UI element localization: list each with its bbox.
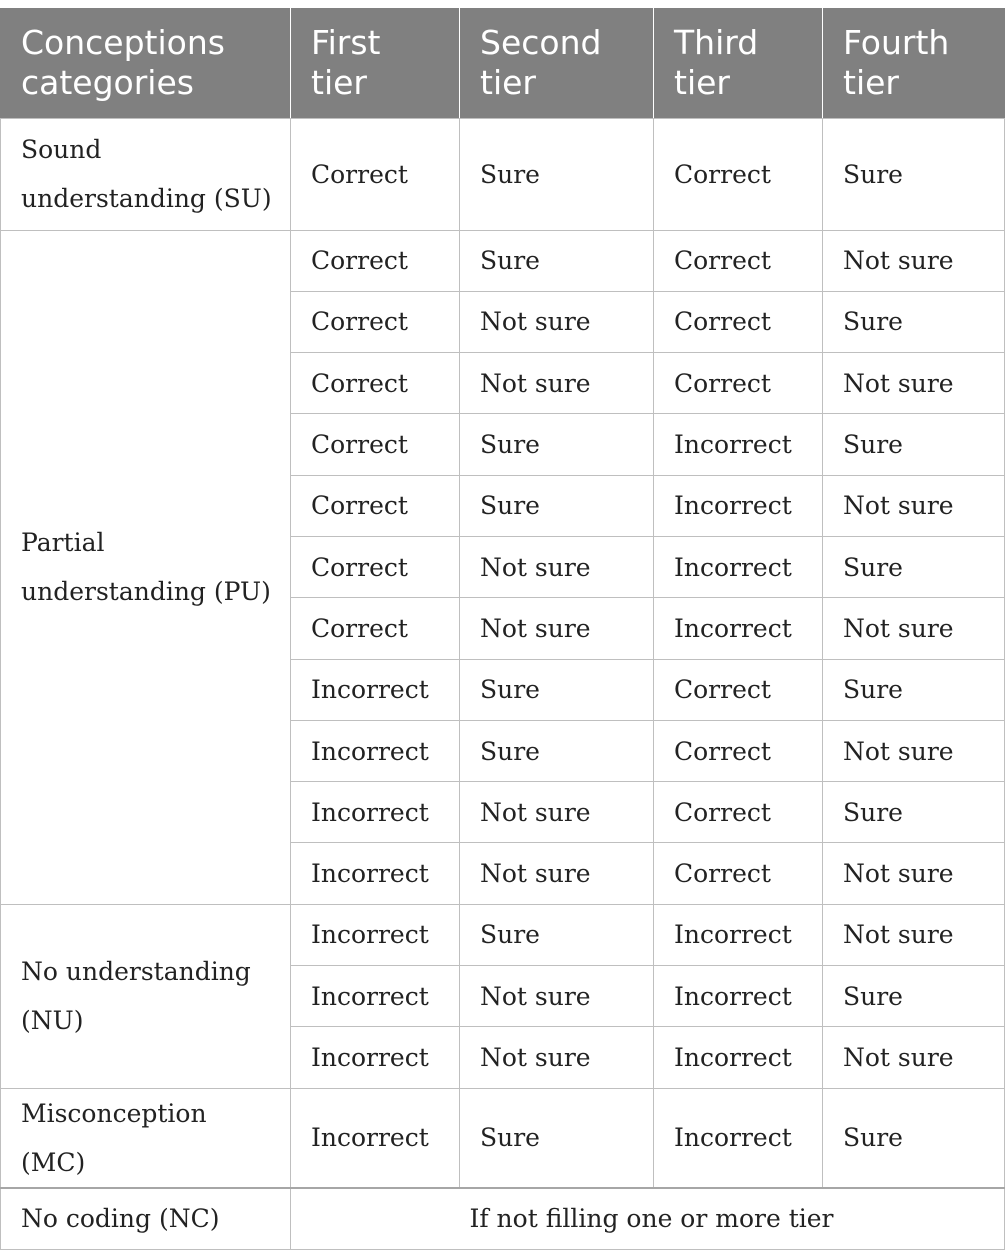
table-row: [1, 118, 1005, 230]
fourth-tier-cell: Sure: [823, 414, 1005, 475]
second-tier-cell: Not sure: [460, 843, 654, 904]
first-tier-cell: Incorrect: [291, 782, 460, 843]
second-tier-cell: Sure: [460, 659, 654, 720]
table-row: [1, 904, 1005, 965]
fourth-tier-cell: Sure: [823, 782, 1005, 843]
second-tier-cell: Not sure: [460, 291, 654, 352]
fourth-tier-cell: Not sure: [823, 1027, 1005, 1088]
table-row-no-coding: [1, 1188, 1005, 1250]
first-tier-cell: Incorrect: [291, 966, 460, 1027]
second-tier-cell: Sure: [460, 904, 654, 965]
second-tier-cell: Sure: [460, 720, 654, 781]
third-tier-cell: Incorrect: [654, 904, 823, 965]
category-cell: Partial understanding (PU): [1, 230, 291, 904]
third-tier-cell: Incorrect: [654, 966, 823, 1027]
first-tier-cell: Incorrect: [291, 720, 460, 781]
second-tier-cell: Sure: [460, 414, 654, 475]
category-cell: No understanding (NU): [1, 904, 291, 1088]
first-tier-cell: Incorrect: [291, 843, 460, 904]
first-tier-cell: Incorrect: [291, 659, 460, 720]
fourth-tier-cell: Sure: [823, 1088, 1005, 1188]
fourth-tier-cell: Sure: [823, 966, 1005, 1027]
third-tier-cell: Incorrect: [654, 1027, 823, 1088]
header-cell-categories: Conceptions categories: [1, 8, 291, 118]
third-tier-cell: Correct: [654, 659, 823, 720]
fourth-tier-cell: Sure: [823, 118, 1005, 230]
first-tier-cell: Correct: [291, 536, 460, 597]
third-tier-cell: Incorrect: [654, 414, 823, 475]
second-tier-cell: Sure: [460, 118, 654, 230]
category-cell: Misconception (MC): [1, 1088, 291, 1188]
fourth-tier-cell: Sure: [823, 536, 1005, 597]
table-body: [1, 118, 1005, 1250]
first-tier-cell: Correct: [291, 353, 460, 414]
first-tier-cell: Correct: [291, 598, 460, 659]
fourth-tier-cell: Sure: [823, 659, 1005, 720]
fourth-tier-cell: Not sure: [823, 720, 1005, 781]
third-tier-cell: Incorrect: [654, 598, 823, 659]
fourth-tier-cell: Not sure: [823, 353, 1005, 414]
category-cell: Sound understanding (SU): [1, 118, 291, 230]
first-tier-cell: Correct: [291, 475, 460, 536]
fourth-tier-cell: Not sure: [823, 598, 1005, 659]
second-tier-cell: Sure: [460, 230, 654, 291]
first-tier-cell: Incorrect: [291, 1088, 460, 1188]
second-tier-cell: Not sure: [460, 1027, 654, 1088]
header-cell-first-tier: First tier: [291, 8, 460, 118]
second-tier-cell: Not sure: [460, 536, 654, 597]
table-row: [1, 1088, 1005, 1188]
second-tier-cell: Not sure: [460, 782, 654, 843]
header-cell-second-tier: Second tier: [460, 8, 654, 118]
conceptions-table: [0, 8, 1005, 1250]
third-tier-cell: Incorrect: [654, 1088, 823, 1188]
fourth-tier-cell: Not sure: [823, 475, 1005, 536]
third-tier-cell: Correct: [654, 782, 823, 843]
second-tier-cell: Sure: [460, 1088, 654, 1188]
first-tier-cell: Correct: [291, 230, 460, 291]
third-tier-cell: Correct: [654, 291, 823, 352]
third-tier-cell: Incorrect: [654, 475, 823, 536]
header-row: [1, 8, 1005, 118]
category-cell: No coding (NC): [1, 1188, 291, 1250]
first-tier-cell: Incorrect: [291, 904, 460, 965]
first-tier-cell: Correct: [291, 118, 460, 230]
second-tier-cell: Sure: [460, 475, 654, 536]
second-tier-cell: Not sure: [460, 966, 654, 1027]
no-coding-description-cell: If not filling one or more tier: [291, 1188, 1005, 1250]
first-tier-cell: Correct: [291, 291, 460, 352]
fourth-tier-cell: Sure: [823, 291, 1005, 352]
header-cell-third-tier: Third tier: [654, 8, 823, 118]
fourth-tier-cell: Not sure: [823, 843, 1005, 904]
first-tier-cell: Incorrect: [291, 1027, 460, 1088]
first-tier-cell: Correct: [291, 414, 460, 475]
table-row: [1, 230, 1005, 291]
third-tier-cell: Correct: [654, 353, 823, 414]
third-tier-cell: Correct: [654, 230, 823, 291]
second-tier-cell: Not sure: [460, 353, 654, 414]
fourth-tier-cell: Not sure: [823, 230, 1005, 291]
header-cell-fourth-tier: Fourth tier: [823, 8, 1005, 118]
third-tier-cell: Correct: [654, 118, 823, 230]
third-tier-cell: Incorrect: [654, 536, 823, 597]
third-tier-cell: Correct: [654, 720, 823, 781]
fourth-tier-cell: Not sure: [823, 904, 1005, 965]
second-tier-cell: Not sure: [460, 598, 654, 659]
third-tier-cell: Correct: [654, 843, 823, 904]
